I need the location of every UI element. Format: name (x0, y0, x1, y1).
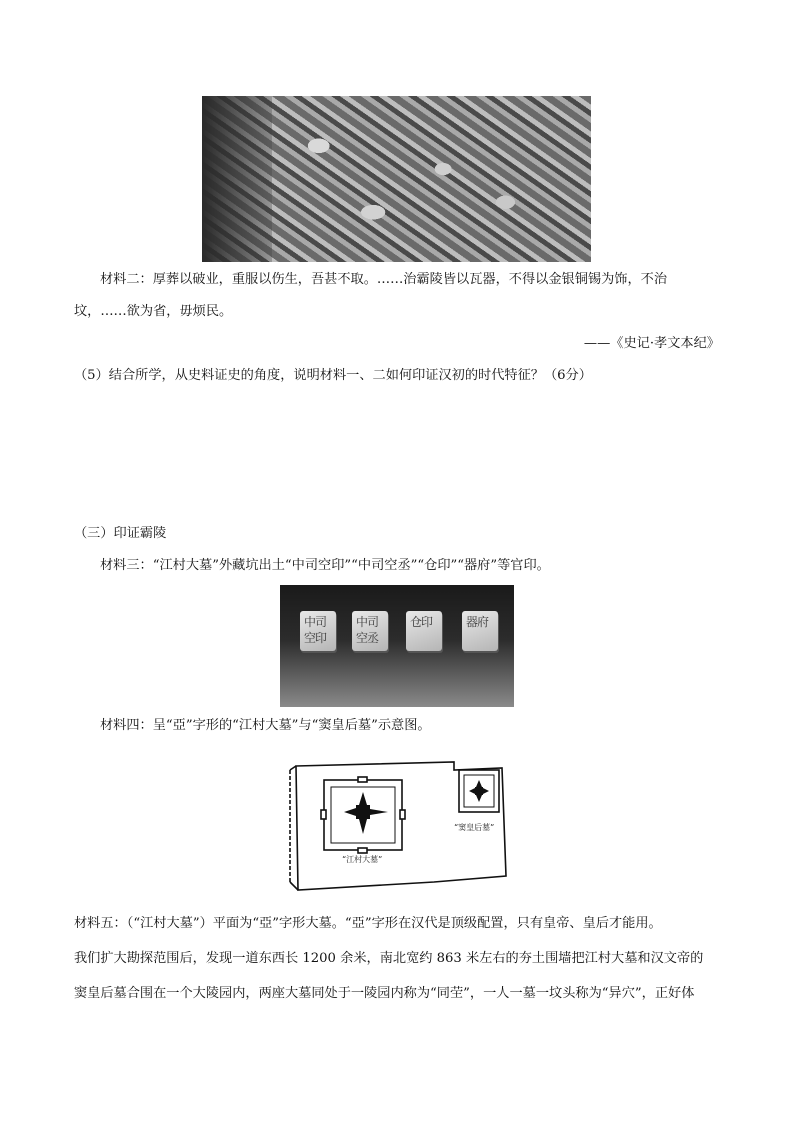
tomb-diagram (284, 758, 514, 896)
material5-line1: 材料五：（“江村大墓”）平面为“亞”字形大墓。“亞”字形在汉代是顶级配置，只有皇帝、皇后才能用。 (74, 916, 662, 931)
material2-line1: 材料二：厚葬以破业，重服以伤生，吾甚不取。……治霸陵皆以瓦器，不得以金银铜锡为饰，不治 (100, 272, 668, 287)
official-seals-photo (280, 585, 514, 707)
material4-text: 材料四：呈“亞”字形的“江村大墓”与“窦皇后墓”示意图。 (100, 718, 431, 733)
label-jiangcun-tomb: “江村大墓” (342, 855, 383, 864)
section3-title: （三）印证霸陵 (74, 526, 167, 541)
seal-3: 仓印 (406, 611, 442, 651)
question-5: （5）结合所学，从史料证史的角度，说明材料一、二如何印证汉初的时代特征？（6分） (74, 368, 592, 383)
seal-1: 中司空印 (300, 611, 336, 651)
material2-line2: 坟，……欲为省，毋烦民。 (74, 304, 233, 319)
material5-line3: 窦皇后墓合围在一个大陵园内，两座大墓同处于一陵园内称为“同茔”，一人一墓一坟头称为“异穴”，正好体 (74, 986, 695, 1001)
pottery-figurines-photo (202, 96, 591, 262)
label-dou-tomb: “窦皇后墓” (454, 823, 495, 832)
material5-line2: 我们扩大勘探范围后，发现一道东西长 1200 余米，南北宽约 863 米左右的夯土围墙把江村大墓和汉文帝的 (74, 951, 704, 966)
seal-2: 中司空丞 (352, 611, 388, 651)
material3-text: 材料三：“江村大墓”外藏坑出土“中司空印”“中司空丞”“仓印”“器府”等官印。 (100, 558, 550, 573)
material2-source: ——《史记·孝文本纪》 (583, 336, 720, 351)
seal-4: 器府 (462, 611, 498, 651)
